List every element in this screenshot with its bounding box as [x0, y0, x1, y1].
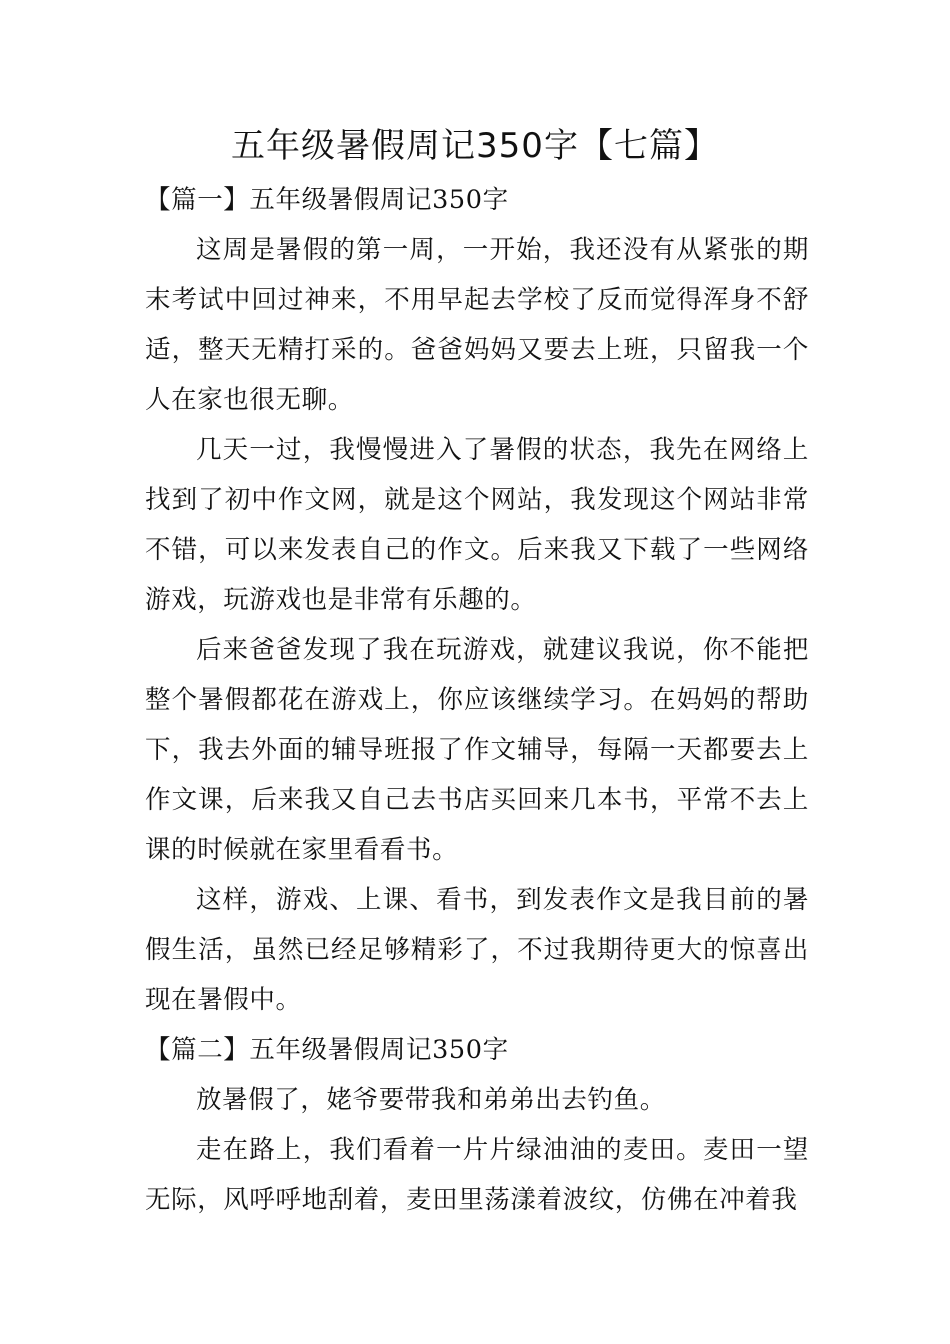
section-heading: 【篇一】五年级暑假周记350字	[145, 185, 509, 215]
paragraph: 几天一过，我慢慢进入了暑假的状态，我先在网络上找到了初中作文网，就是这个网站，我发现这个网站非常不错，可以来发表自己的作文。后来我又下载了一些网络游戏，玩游戏也是非常有乐趣的。	[145, 435, 809, 615]
paragraph: 这样，游戏、上课、看书，到发表作文是我目前的暑假生活，虽然已经足够精彩了，不过我期待更大的惊喜出现在暑假中。	[145, 885, 809, 1015]
document-title: 五年级暑假周记350字【七篇】	[231, 126, 719, 166]
section-heading: 【篇二】五年级暑假周记350字	[145, 1035, 509, 1065]
section-2	[145, 1025, 809, 1225]
section-1	[145, 175, 809, 1025]
paragraph: 后来爸爸发现了我在玩游戏，就建议我说，你不能把整个暑假都花在游戏上，你应该继续学习。在妈妈的帮助下，我去外面的辅导班报了作文辅导，每隔一天都要去上作文课，后来我又自己去书店买回来几本书，平常不去上课的时候就在家里看看书。	[145, 635, 809, 865]
paragraph: 这周是暑假的第一周，一开始，我还没有从紧张的期末考试中回过神来，不用早起去学校了反而觉得浑身不舒适，整天无精打采的。爸爸妈妈又要去上班，只留我一个人在家也很无聊。	[145, 235, 809, 415]
paragraph: 走在路上，我们看着一片片绿油油的麦田。麦田一望无际，风呼呼地刮着，麦田里荡漾着波纹，仿佛在冲着我	[145, 1135, 809, 1215]
document-body	[145, 175, 809, 1225]
paragraph: 放暑假了，姥爷要带我和弟弟出去钓鱼。	[196, 1085, 666, 1115]
